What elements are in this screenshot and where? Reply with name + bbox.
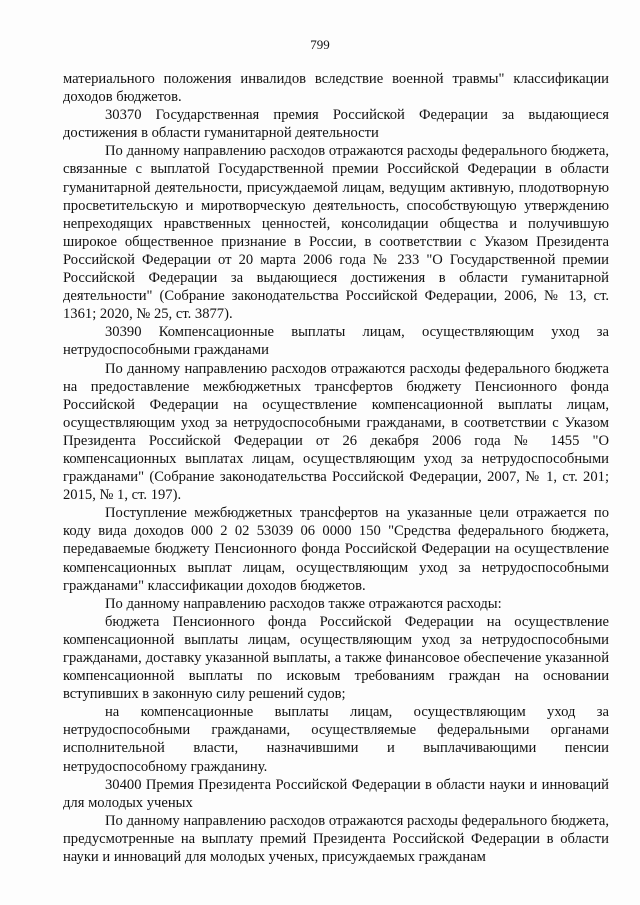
paragraph-pension-fund-budget: бюджета Пенсионного фонда Российской Федерации на осуществление компенсационной выплаты лицам, осуществляющим уход за нетрудоспособными гражданами, доставку указанной выплаты, а также финансовое обеспечение указанной компенсационной выплаты по исковым требованиям граждан на основании вступивших в законную силу решений судов;: [63, 613, 609, 703]
heading-30370: 30370 Государственная премия Российской Федерации за выдающиеся достижения в области гуманитарной деятельности: [63, 107, 609, 142]
paragraph-30400-description: По данному направлению расходов отражаются расходы федерального бюджета, предусмотренные на выплату премий Президента Российской Федерации в области науки и инноваций для молодых ученых, присуждаемых гражданам: [63, 812, 609, 866]
document-body: [63, 70, 609, 866]
paragraph-federal-bodies: на компенсационные выплаты лицам, осуществляющим уход за нетрудоспособными гражданами, осуществляемые федеральными органами исполнительной власти, назначившими и выплачивающими пенсии нетрудоспособному гражданину.: [63, 704, 609, 775]
paragraph-also-reflected: По данному направлению расходов также отражаются расходы:: [105, 595, 502, 612]
paragraph-30370-description: По данному направлению расходов отражаются расходы федерального бюджета, связанные с выплатой Государственной премии Российской Федерации в области гуманитарной деятельности, присуждаемой лицам, ведущим активную, плодотворную просветительскую и миротворческую деятельность, способствующую утверждению непреходящих нравственных ценностей, консолидации общества и получившую широкое общественное признание в России, в соответствии с Указом Президента Российской Федерации от 20 марта 2006 года № 233 "О Государственной премии Российской Федерации за выдающиеся достижения в области гуманитарной деятельности" (Собрание законодательства Российской Федерации, 2006, № 13, ст. 1361; 2020, № 25, ст. 3877).: [63, 143, 609, 323]
paragraph-continuation: материального положения инвалидов вследствие военной травмы" классификации доходов бюджетов.: [63, 71, 609, 106]
heading-30390: 30390 Компенсационные выплаты лицам, осуществляющим уход за нетрудоспособными гражданами: [63, 324, 609, 359]
paragraph-transfer-income-code: Поступление межбюджетных трансфертов на указанные цели отражается по коду вида доходов 000 2 02 53039 06 0000 150 "Средства федерального бюджета, передаваемые бюджету Пенсионного фонда Российской Федерации на осуществление компенсационных выплат лицам, осуществляющим уход за нетрудоспособными гражданами" классификации доходов бюджетов.: [63, 505, 609, 594]
heading-30400: 30400 Премия Президента Российской Федерации в области науки и инноваций для молодых ученых: [63, 776, 609, 811]
paragraph-30390-description: По данному направлению расходов отражаются расходы федерального бюджета на предоставление межбюджетных трансфертов бюджету Пенсионного фонда Российской Федерации на осуществление компенсационной выплаты лицам, осуществляющим уход за нетрудоспособными гражданами, в соответствии с Указом Президента Российской Федерации от 26 декабря 2006 года № 1455 "О компенсационных выплатах лицам, осуществляющим уход за нетрудоспособными гражданами" (Собрание законодательства Российской Федерации, 2007, № 1, ст. 201; 2015, № 1, ст. 197).: [63, 360, 609, 504]
page-number: 799: [310, 37, 330, 52]
